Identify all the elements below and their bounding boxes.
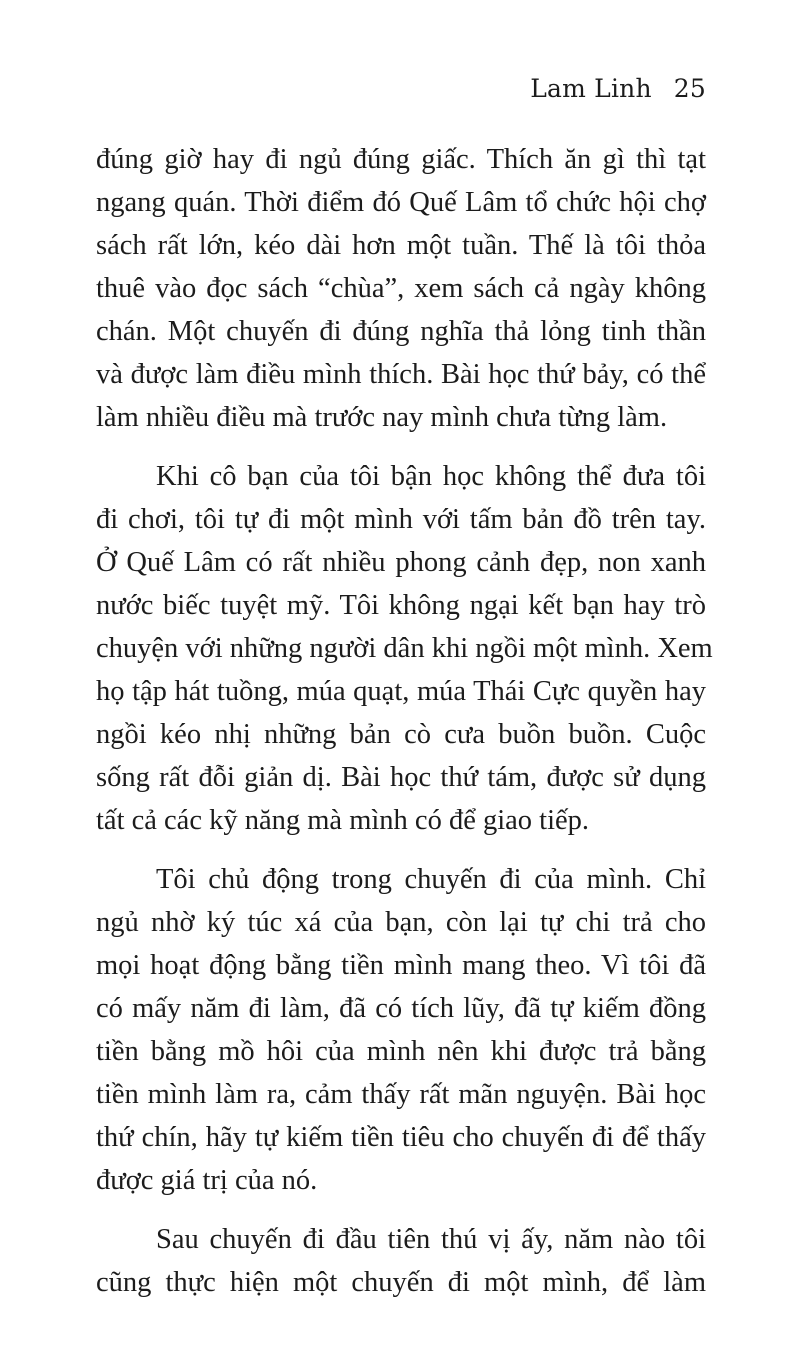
text-line: tất cả các kỹ năng mà mình có để giao tiếp. bbox=[96, 805, 590, 836]
text-line: ngồi kéo nhị những bản cò cưa buồn buồn. Cuộc bbox=[96, 719, 706, 750]
text-line: cũng thực hiện một chuyến đi một mình, để làm bbox=[96, 1267, 706, 1298]
text-line: sống rất đỗi giản dị. Bài học thứ tám, được sử dụng bbox=[96, 762, 706, 793]
running-header bbox=[530, 74, 706, 103]
text-line: nước biếc tuyệt mỹ. Tôi không ngại kết bạn hay trò bbox=[96, 590, 706, 621]
text-line: thuê vào đọc sách “chùa”, xem sách cả ngày không bbox=[96, 273, 706, 304]
text-line: ngang quán. Thời điểm đó Quế Lâm tổ chức hội chợ bbox=[96, 187, 706, 218]
text-line: có mấy năm đi làm, đã có tích lũy, đã tự kiếm đồng bbox=[96, 993, 706, 1024]
paragraph-gap bbox=[96, 842, 706, 858]
text-line: chán. Một chuyến đi đúng nghĩa thả lỏng tinh thần bbox=[96, 316, 706, 347]
text-line: ngủ nhờ ký túc xá của bạn, còn lại tự chi trả cho bbox=[96, 907, 706, 938]
author-name: Lam Linh bbox=[530, 74, 652, 103]
paragraph bbox=[96, 138, 706, 439]
text-line: làm nhiều điều mà trước nay mình chưa từng làm. bbox=[96, 402, 668, 433]
text-line: mọi hoạt động bằng tiền mình mang theo. Vì tôi đã bbox=[96, 950, 706, 981]
text-line: được giá trị của nó. bbox=[96, 1165, 318, 1196]
text-line: Sau chuyến đi đầu tiên thú vị ấy, năm nào tôi bbox=[156, 1224, 706, 1255]
paragraph bbox=[96, 455, 713, 842]
text-line: họ tập hát tuồng, múa quạt, múa Thái Cực quyền hay bbox=[96, 676, 706, 707]
paragraph bbox=[96, 858, 706, 1202]
paragraph-gap bbox=[96, 439, 706, 455]
text-line: thứ chín, hãy tự kiếm tiền tiêu cho chuyến đi để thấy bbox=[96, 1122, 706, 1153]
page-number: 25 bbox=[673, 74, 706, 103]
text-line: Ở Quế Lâm có rất nhiều phong cảnh đẹp, non xanh bbox=[96, 547, 706, 578]
page-body bbox=[96, 138, 713, 1304]
text-line: chuyện với những người dân khi ngồi một mình. Xem bbox=[96, 633, 713, 664]
text-line: tiền mình làm ra, cảm thấy rất mãn nguyện. Bài học bbox=[96, 1079, 706, 1110]
text-line: và được làm điều mình thích. Bài học thứ bảy, có thể bbox=[96, 359, 706, 390]
paragraph bbox=[96, 1218, 706, 1304]
text-line: Tôi chủ động trong chuyến đi của mình. Chỉ bbox=[156, 864, 706, 895]
text-line: sách rất lớn, kéo dài hơn một tuần. Thế là tôi thỏa bbox=[96, 230, 706, 261]
text-line: đi chơi, tôi tự đi một mình với tấm bản đồ trên tay. bbox=[96, 504, 706, 535]
paragraph-gap bbox=[96, 1202, 706, 1218]
text-line: tiền bằng mồ hôi của mình nên khi được trả bằng bbox=[96, 1036, 706, 1067]
text-line: Khi cô bạn của tôi bận học không thể đưa tôi bbox=[156, 461, 706, 492]
text-line: đúng giờ hay đi ngủ đúng giấc. Thích ăn gì thì tạt bbox=[96, 144, 706, 175]
